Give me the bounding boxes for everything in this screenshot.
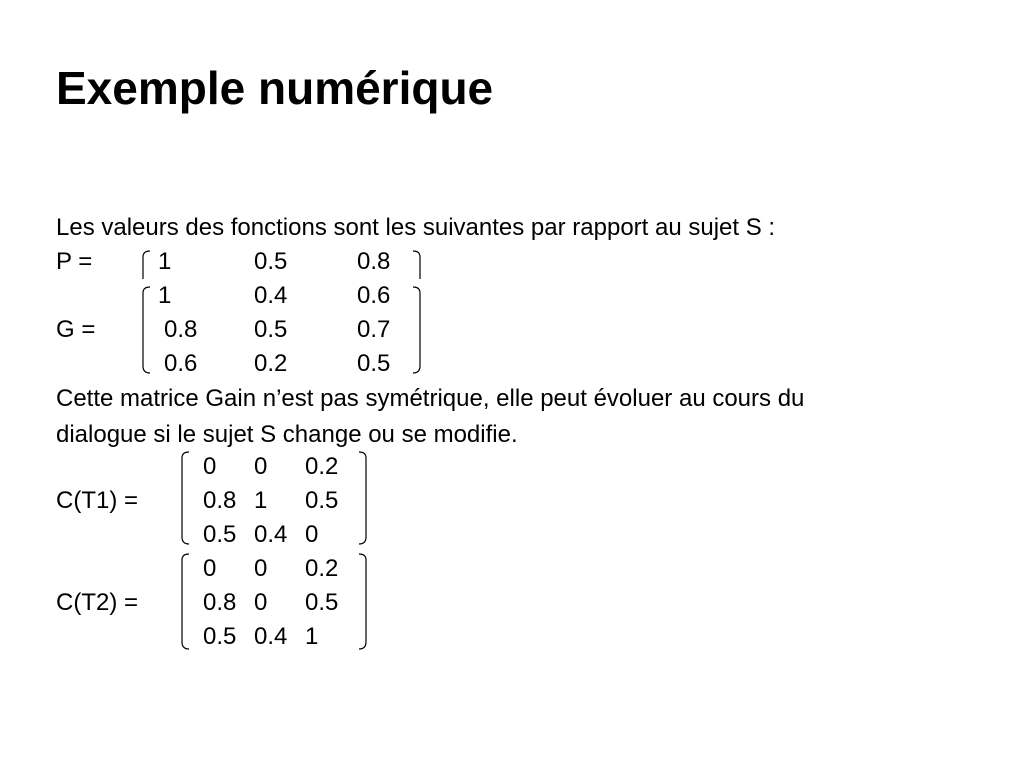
- ct1-cell: 0: [305, 521, 319, 548]
- g-cell: 0.5: [254, 316, 288, 343]
- intro-text: Les valeurs des fonctions sont les suivantes par rapport au sujet S :: [56, 214, 776, 241]
- ct1-cell: 0.5: [305, 487, 339, 514]
- ct2-right-bracket: [358, 553, 368, 650]
- ct1-cell: 0: [203, 453, 217, 480]
- g-label: G =: [56, 316, 96, 343]
- ct2-cell: 0.4: [254, 623, 288, 650]
- g-right-bracket: [412, 286, 422, 374]
- ct1-cell: 0.4: [254, 521, 288, 548]
- p-cell: 0.5: [254, 248, 288, 275]
- ct2-cell: 0: [254, 589, 268, 616]
- gain-text-line-2: dialogue si le sujet S change ou se modifie.: [56, 421, 518, 448]
- ct2-left-bracket: [180, 553, 190, 650]
- ct2-cell: 0.5: [203, 623, 237, 650]
- g-cell: 0.6: [164, 350, 198, 377]
- ct1-left-bracket: [180, 451, 190, 545]
- g-cell: 0.5: [357, 350, 391, 377]
- ct1-cell: 0: [254, 453, 268, 480]
- ct2-cell: 0.5: [305, 589, 339, 616]
- ct2-cell: 0: [203, 555, 217, 582]
- ct2-cell: 0.2: [305, 555, 339, 582]
- p-left-bracket: [141, 250, 151, 280]
- p-cell: 1: [158, 282, 172, 309]
- g-cell: 0.2: [254, 350, 288, 377]
- p-cell: 0.8: [357, 248, 391, 275]
- ct1-cell: 0.5: [203, 521, 237, 548]
- slide-title: Exemple numérique: [56, 62, 494, 114]
- ct1-right-bracket: [358, 451, 368, 545]
- ct2-cell: 1: [305, 623, 319, 650]
- ct2-cell: 0.8: [203, 589, 237, 616]
- g-cell: 0.7: [357, 316, 391, 343]
- p-label: P =: [56, 248, 93, 275]
- ct1-cell: 1: [254, 487, 268, 514]
- p-cell: 1: [158, 248, 172, 275]
- ct2-label: C(T2) =: [56, 589, 139, 616]
- p-cell: 0.4: [254, 282, 288, 309]
- ct1-cell: 0.2: [305, 453, 339, 480]
- p-cell: 0.6: [357, 282, 391, 309]
- gain-text-line-1: Cette matrice Gain n’est pas symétrique, elle peut évoluer au cours du: [56, 385, 805, 412]
- g-left-bracket: [141, 286, 151, 374]
- ct1-label: C(T1) =: [56, 487, 139, 514]
- ct2-cell: 0: [254, 555, 268, 582]
- ct1-cell: 0.8: [203, 487, 237, 514]
- p-right-bracket: [412, 250, 422, 280]
- g-cell: 0.8: [164, 316, 198, 343]
